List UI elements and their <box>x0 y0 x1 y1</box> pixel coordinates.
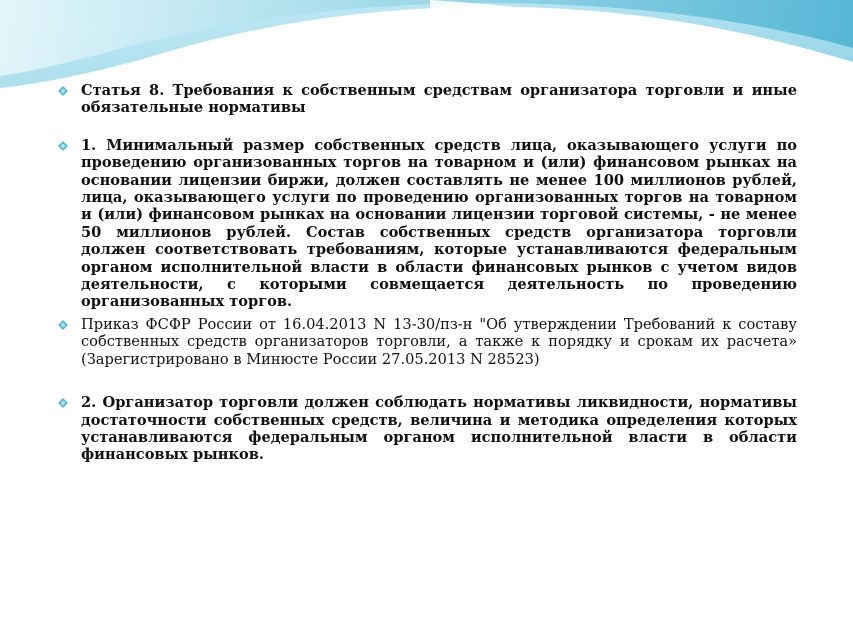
list-item-paragraph-1 <box>57 137 797 311</box>
list-item-paragraph-2 <box>57 394 797 464</box>
paragraph-2-text: 2. Организатор торговли должен соблюдать нормативы ликвидности, нормативы достаточности собственных средств, величина и методика определения которых устанавливаются федеральным органом исполнительной власти в области финансовых рынков. <box>81 394 797 464</box>
paragraph-1-text: 1. Минимальный размер собственных средств лица, оказывающего услуги по проведению организованных торгов на товарном и (или) финансовом рынках на основании лицензии биржи, должен составлять не менее 100 миллионов рублей, лица, оказывающего услуги по проведению организованных торгов на товарном и (или) финансовом рынках на основании лицензии торговой системы, - не менее 50 миллионов рублей. Состав собственных средств организатора торговли должен соответствовать требованиям, которые устанавливаются федеральным органом исполнительной власти в области финансовых рынков с учетом видов деятельности, с которыми совмещается деятельность по проведению организованных торгов. <box>81 136 797 311</box>
list-item-order-reference <box>57 316 797 368</box>
bullet-icon <box>57 140 69 152</box>
slide-content <box>57 82 797 464</box>
order-reference-text: Приказ ФСФР России от 16.04.2013 N 13-30/пз-н "Об утверждении Требований к составу собственных средств организаторов торговли, а также к порядку и срокам их расчета» (Зарегистрировано в Минюсте России 27.05.2013 N 28523) <box>81 315 797 368</box>
bullet-icon <box>57 85 69 97</box>
bullet-icon <box>57 397 69 409</box>
article-heading-text: Статья 8. Требования к собственным средствам организатора торговли и иные обязательные нормативы <box>81 82 797 117</box>
bullet-icon <box>57 319 69 331</box>
list-item-article-heading <box>57 82 797 117</box>
